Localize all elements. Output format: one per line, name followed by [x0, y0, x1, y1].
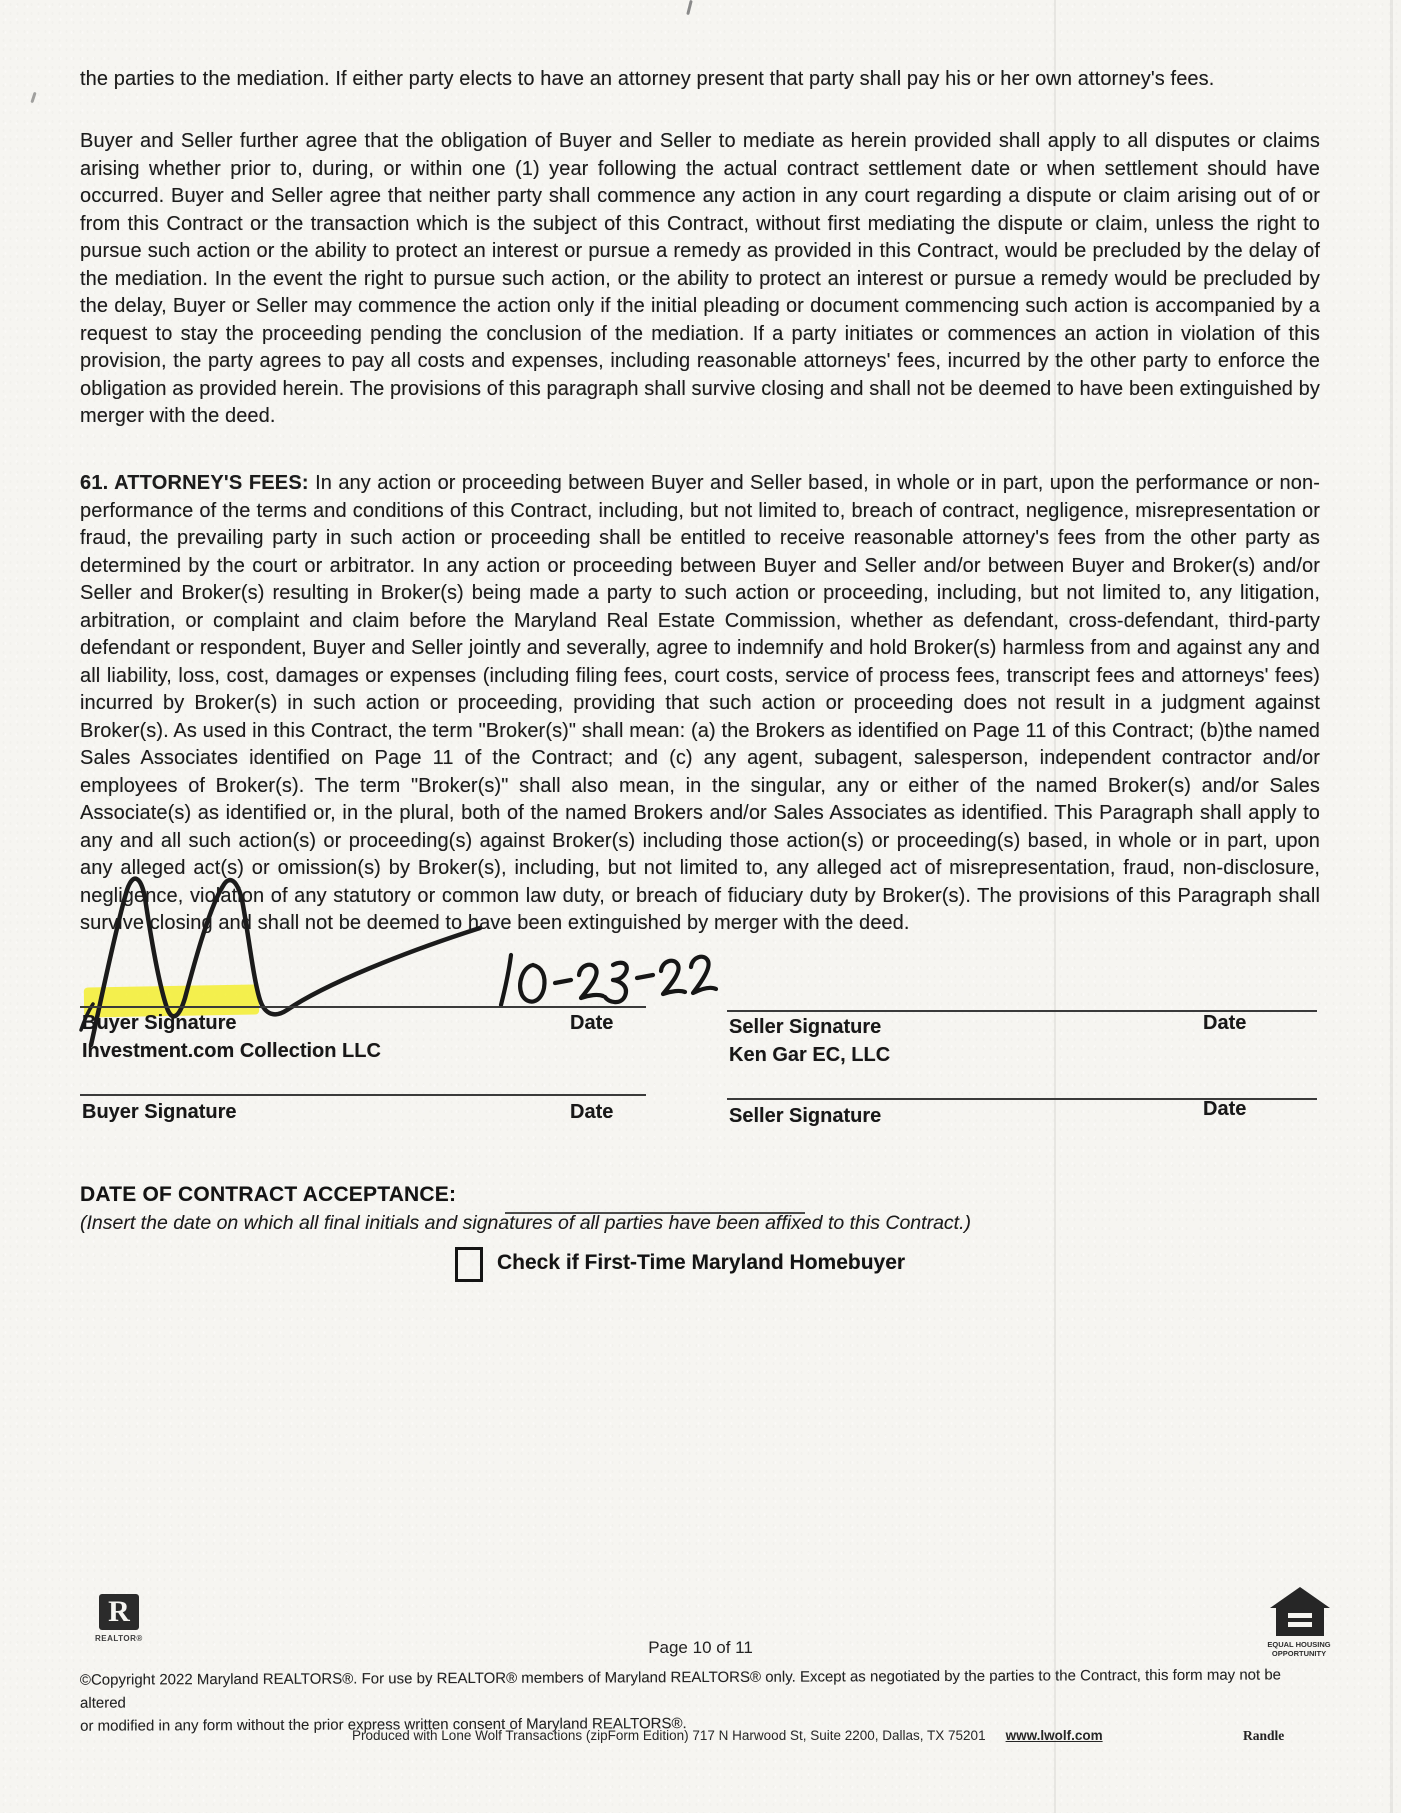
attorneys-fees-heading: 61. ATTORNEY'S FEES: [80, 472, 309, 494]
scan-edge-line [1390, 0, 1393, 1813]
page-number: Page 10 of 11 [648, 1638, 753, 1657]
equal-housing-caption-line1: EQUAL HOUSING [1267, 1640, 1331, 1649]
copyright-line-2: or modified in any form without the prior express written consent of Maryland REALTORS®. [80, 1715, 687, 1735]
buyer-signature-label-1: Buyer Signature [82, 1012, 237, 1034]
seller-signature-label-1: Seller Signature [729, 1016, 882, 1038]
paragraph-attorneys-fees [80, 470, 1320, 938]
produced-with-text: Produced with Lone Wolf Transactions (zipForm Edition) 717 N Harwood St, Suite 2200, Dallas, TX 75201 [352, 1728, 986, 1743]
equal-housing-caption [1258, 1640, 1340, 1658]
realtor-logo-letter: R [108, 1595, 130, 1628]
realtor-logo-caption: REALTOR® [95, 1634, 143, 1643]
seller-date-label-2: Date [1203, 1098, 1247, 1120]
seller-company-name: Ken Gar EC, LLC [729, 1044, 891, 1066]
copyright-text [80, 1663, 1330, 1737]
equal-housing-caption-line2: OPPORTUNITY [1271, 1649, 1327, 1658]
lwolf-link[interactable]: www.lwolf.com [1005, 1728, 1103, 1743]
equal-housing-icon [1266, 1586, 1334, 1638]
acceptance-note: (Insert the date on which all final initials and signatures of all parties have been affixed to this Contract.) [80, 1212, 971, 1234]
first-time-homebuyer-checkbox[interactable] [455, 1247, 483, 1282]
acceptance-heading: DATE OF CONTRACT ACCEPTANCE: [80, 1183, 457, 1206]
handwritten-date-ink [495, 945, 720, 1015]
scan-speck [30, 92, 36, 103]
buyer-date-label-2: Date [570, 1101, 614, 1123]
seller-date-label-1: Date [1203, 1012, 1247, 1034]
first-time-homebuyer-label: Check if First-Time Maryland Homebuyer [497, 1251, 906, 1274]
produced-with-line [352, 1728, 1103, 1743]
paragraph-mediation-tail: the parties to the mediation. If either party elects to have an attorney present that party shall pay his or her own attorney's fees. [80, 68, 1215, 90]
buyer-signature-label-2: Buyer Signature [82, 1101, 237, 1123]
buyer-signature-line-1[interactable] [80, 1006, 646, 1008]
agent-name: Randle [1243, 1728, 1285, 1743]
paragraph-mediation-disputes: Buyer and Seller further agree that the obligation of Buyer and Seller to mediate as herein provided shall apply to all disputes or claims arising whether prior to, during, or within one (1) year following the actual contract settlement date or when settlement should have occurred. Buyer and Seller agree that neither party shall commence any action in any court regarding a dispute or claim arising out of or from this Contract or the transaction which is the subject of this Contract, without first mediating the dispute or claim, unless the right to pursue such action or the ability to protect an interest or pursue a remedy as provided in this Contract, would be precluded by the delay of the mediation. In the event the right to pursue such action, or the ability to protect an interest or pursue a remedy would be precluded by the delay, Buyer or Seller may commence the action only if the initial pleading or document commencing such action is accompanied by a request to stay the proceeding pending the conclusion of the mediation. If a party initiates or commences an action in violation of this provision, the party agrees to pay all costs and expenses, including reasonable attorneys' fees, incurred by the other party to enforce the obligation as provided herein. The provisions of this paragraph shall survive closing and shall not be deemed to have been extinguished by merger with the deed. [80, 130, 1320, 427]
copyright-line-1: ©Copyright 2022 Maryland REALTORS®. For use by REALTOR® members of Maryland REALTORS® only. Except as negotiated by the parties to the Contract, this form may not be altered [79, 1666, 1282, 1712]
scan-artifact-mark [686, 0, 693, 15]
attorneys-fees-body: In any action or proceeding between Buyer and Seller based, in whole or in part, upon the performance or non-performance of the terms and conditions of this Contract, including, but not limited to, breach of contract, negligence, misrepresentation or fraud, the prevailing party in such action or proceeding shall be entitled to receive reasonable attorney's fees from the other party as determined by the court or arbitrator. In any action or proceeding between Buyer and Seller and/or between Buyer and Broker(s) and/or Seller and Broker(s) resulting in Broker(s) being made a party to such action or proceeding, including, but not limited to, any litigation, arbitration, or complaint and claim before the Maryland Real Estate Commission, whether as defendant, cross-defendant, third-party defendant or respondent, Buyer and Seller jointly and severally, agree to indemnify and hold Broker(s) harmless from and against any and all liability, loss, cost, damages or expenses (including filing fees, court costs, service of process fees, transcript fees and attorneys' fees) incurred by Broker(s) in such action or proceeding, providing that such action or proceeding does not result in a judgment against Broker(s). As used in this Contract, the term "Broker(s)" shall mean: (a) the Brokers as identified on Page 11 of this Contract; (b)the named Sales Associates identified on Page 11 of the Contract; and (c) any agent, subagent, salesperson, independent contractor and/or employees of Broker(s). The term "Broker(s)" shall also mean, in the singular, any or either of the named Broker(s) and/or Sales Associate(s) as identified or, in the plural, both of the named Brokers and/or Sales Associates as identified. This Paragraph shall apply to any and all such action(s) or proceeding(s) against Broker(s) including those action(s) or proceeding(s) based, in whole or in part, upon any alleged act(s) or omission(s) by Broker(s), including, but not limited to, any alleged act of misrepresentation, fraud, non-disclosure, negligence, violation of any statutory or common law duty, or breach of fiduciary duty by Broker(s). The provisions of this Paragraph shall survive closing and shall not be deemed to have been extinguished by merger with the deed. [80, 472, 1320, 934]
buyer-date-label-1: Date [570, 1012, 614, 1034]
buyer-signature-line-2[interactable] [80, 1094, 646, 1096]
seller-signature-label-2: Seller Signature [729, 1105, 882, 1127]
realtor-logo [99, 1594, 139, 1630]
buyer-company-name: Investment.com Collection LLC [82, 1040, 381, 1062]
